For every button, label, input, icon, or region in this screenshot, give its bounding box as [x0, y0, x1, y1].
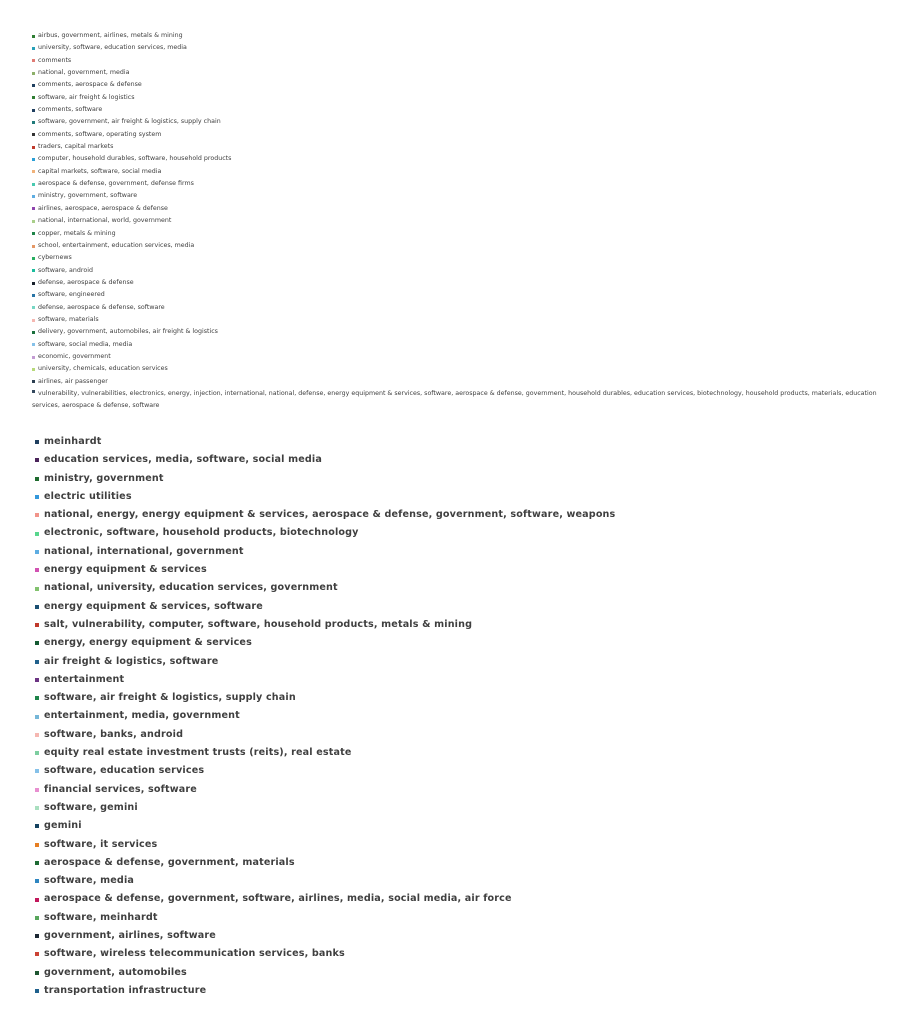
legend-bottom-entry: [35, 817, 885, 835]
legend-label: entertainment, media, government: [44, 710, 240, 722]
legend-swatch: [35, 934, 39, 938]
legend-label: government, airlines, software: [44, 930, 216, 942]
legend-swatch: [32, 59, 35, 62]
legend-label: software, air freight & logistics, supply chain: [44, 692, 296, 704]
legend-swatch: [35, 989, 39, 993]
legend-label: software, meinhardt: [44, 911, 158, 923]
legend-top-entry: [32, 215, 898, 227]
legend-swatch: [35, 550, 39, 554]
legend-label: air freight & logistics, software: [44, 655, 219, 667]
legend-label: economic, government: [38, 352, 111, 360]
legend-label: national, energy, energy equipment & services, aerospace & defense, government, software, weapons: [44, 509, 616, 521]
legend-bottom-entry: [35, 854, 885, 872]
legend-top-entry: [32, 30, 898, 42]
legend-swatch: [35, 440, 39, 444]
legend-swatch: [35, 477, 39, 481]
legend-bottom-entry: [35, 781, 885, 799]
legend-label: financial services, software: [44, 783, 197, 795]
legend-swatch: [32, 257, 35, 260]
legend-label: school, entertainment, education services, media: [38, 241, 195, 249]
legend-label: equity real estate investment trusts (reits), real estate: [44, 747, 352, 759]
legend-swatch: [32, 269, 35, 272]
legend-label: entertainment: [44, 673, 125, 685]
legend-top-entry: [32, 116, 898, 128]
legend-top-entry: [32, 67, 898, 79]
legend-swatch: [32, 207, 35, 210]
legend-bottom-entry: [35, 561, 885, 579]
legend-swatch: [32, 306, 35, 309]
legend-swatch: [35, 879, 39, 883]
legend-top-entry: [32, 388, 898, 413]
legend-label: university, software, education services, media: [38, 44, 187, 52]
legend-swatch: [35, 733, 39, 737]
legend-label: delivery, government, automobiles, air freight & logistics: [38, 328, 218, 336]
legend-top-entry: [32, 326, 898, 338]
legend-bottom-entry: [35, 890, 885, 908]
legend-label: software, banks, android: [44, 728, 184, 740]
legend-top-entry: [32, 178, 898, 190]
legend-swatch: [32, 195, 35, 198]
legend-label: airlines, aerospace, aerospace & defense: [38, 204, 168, 212]
legend-top-entry: [32, 55, 898, 67]
legend-label: airbus, government, airlines, metals & mining: [38, 32, 183, 39]
legend-swatch: [32, 331, 35, 334]
legend-label: national, international, world, government: [38, 217, 172, 225]
legend-top-entry: [32, 190, 898, 202]
legend-swatch: [35, 532, 39, 536]
legend-swatch: [32, 380, 35, 383]
legend-top-entry: [32, 42, 898, 54]
legend-swatch: [32, 121, 35, 124]
legend-top-entry: [32, 228, 898, 240]
legend-label: electronic, software, household products, biotechnology: [44, 527, 359, 539]
legend-label: software, it services: [44, 838, 158, 850]
legend-bottom-entry: [35, 945, 885, 963]
legend-swatch: [32, 84, 35, 87]
legend-top-entry: [32, 141, 898, 153]
legend-label: software, media: [44, 875, 135, 887]
legend-swatch: [32, 47, 35, 50]
legend-top-entry: [32, 79, 898, 91]
legend-swatch: [32, 72, 35, 75]
legend-bottom-entry: [35, 616, 885, 634]
legend-label: salt, vulnerability, computer, software, household products, metals & mining: [44, 618, 473, 630]
legend-swatch: [35, 751, 39, 755]
legend-swatch: [35, 458, 39, 462]
legend-top-entry: [32, 376, 898, 388]
legend-label: energy, energy equipment & services: [44, 637, 252, 649]
legend-top: [32, 30, 898, 413]
legend-label: defense, aerospace & defense, software: [38, 303, 165, 311]
legend-swatch: [35, 513, 39, 517]
legend-bottom-entry: [35, 726, 885, 744]
legend-label: software, engineered: [38, 291, 105, 299]
legend-swatch: [35, 898, 39, 902]
legend-label: software, education services: [44, 765, 205, 777]
legend-swatch: [35, 861, 39, 865]
legend-top-entry: [32, 129, 898, 141]
legend-swatch: [32, 146, 35, 149]
legend-top-entry: [32, 104, 898, 116]
legend-label: aerospace & defense, government, materials: [44, 856, 295, 868]
legend-bottom-entry: [35, 909, 885, 927]
legend-bottom-entry: [35, 470, 885, 488]
legend-top-entry: [32, 92, 898, 104]
legend-swatch: [35, 952, 39, 956]
legend-top-entry: [32, 240, 898, 252]
legend-swatch: [35, 678, 39, 682]
legend-swatch: [32, 96, 35, 99]
legend-label: gemini: [44, 820, 82, 832]
legend-top-entry: [32, 252, 898, 264]
legend-bottom-entry: [35, 433, 885, 451]
legend-label: transportation infrastructure: [44, 984, 207, 996]
legend-label: software, government, air freight & logistics, supply chain: [38, 118, 221, 126]
legend-top-entry: [32, 289, 898, 301]
legend-bottom-entry: [35, 524, 885, 542]
legend-bottom: [35, 433, 885, 1000]
legend-swatch: [32, 183, 35, 186]
legend-label: university, chemicals, education services: [38, 365, 168, 373]
legend-bottom-entry: [35, 543, 885, 561]
legend-swatch: [32, 245, 35, 248]
legend-swatch: [35, 641, 39, 645]
legend-bottom-entry: [35, 579, 885, 597]
legend-label: comments, software: [38, 106, 103, 114]
legend-bottom-entry: [35, 634, 885, 652]
legend-bottom-entry: [35, 799, 885, 817]
legend-label: vulnerability, vulnerabilities, electronics, energy, injection, international, national, defense, energy equipment & services, software, aerospace & defense, government, household durables, education services, biotechnology, household products, materials, education services, aerospace & defense, software: [32, 389, 877, 410]
legend-swatch: [32, 158, 35, 161]
legend-top-entry: [32, 363, 898, 375]
legend-top-entry: [32, 277, 898, 289]
legend-label: copper, metals & mining: [38, 229, 116, 237]
legend-label: national, international, government: [44, 545, 244, 557]
legend-swatch: [35, 824, 39, 828]
legend-label: software, social media, media: [38, 340, 133, 348]
legend-top-entry: [32, 265, 898, 277]
legend-bottom-entry: [35, 451, 885, 469]
legend-swatch: [35, 843, 39, 847]
legend-top-entry: [32, 351, 898, 363]
legend-swatch: [35, 715, 39, 719]
legend-swatch: [35, 696, 39, 700]
legend-swatch: [32, 343, 35, 346]
legend-swatch: [35, 660, 39, 664]
legend-bottom-entry: [35, 598, 885, 616]
legend-top-entry: [32, 302, 898, 314]
legend-label: software, wireless telecommunication services, banks: [44, 948, 345, 960]
legend-label: energy equipment & services, software: [44, 600, 263, 612]
legend-swatch: [32, 294, 35, 297]
legend-label: comments, software, operating system: [38, 130, 162, 138]
legend-label: education services, media, software, social media: [44, 454, 322, 466]
legend-top-entry: [32, 203, 898, 215]
legend-label: comments, aerospace & defense: [38, 81, 142, 89]
legend-bottom-entry: [35, 982, 885, 1000]
legend-label: energy equipment & services: [44, 564, 207, 576]
legend-label: national, government, media: [38, 69, 130, 77]
legend-label: meinhardt: [44, 436, 102, 447]
legend-swatch: [35, 769, 39, 773]
legend-top-entry: [32, 153, 898, 165]
legend-bottom-entry: [35, 506, 885, 524]
legend-swatch: [35, 587, 39, 591]
legend-label: defense, aerospace & defense: [38, 278, 134, 286]
legend-label: computer, household durables, software, household products: [38, 155, 232, 163]
legend-bottom-entry: [35, 762, 885, 780]
legend-label: electric utilities: [44, 490, 132, 502]
legend-label: government, automobiles: [44, 966, 187, 978]
legend-swatch: [32, 319, 35, 322]
legend-label: capital markets, software, social media: [38, 167, 162, 175]
legend-top-entry: [32, 166, 898, 178]
legend-swatch: [35, 806, 39, 810]
legend-swatch: [35, 971, 39, 975]
legend-swatch: [32, 133, 35, 136]
legend-label: ministry, government, software: [38, 192, 138, 200]
legend-swatch: [32, 109, 35, 112]
legend-label: traders, capital markets: [38, 143, 114, 151]
legend-top-entry: [32, 339, 898, 351]
legend-bottom-entry: [35, 707, 885, 725]
legend-label: national, university, education services, government: [44, 582, 338, 594]
legend-label: comments: [38, 56, 72, 64]
legend-swatch: [32, 390, 35, 393]
legend-bottom-entry: [35, 488, 885, 506]
legend-label: software, android: [38, 266, 93, 274]
legend-swatch: [35, 916, 39, 920]
legend-swatch: [32, 220, 35, 223]
legend-swatch: [35, 623, 39, 627]
legend-swatch: [35, 605, 39, 609]
legend-swatch: [35, 788, 39, 792]
legend-label: aerospace & defense, government, software, airlines, media, social media, air force: [44, 893, 512, 905]
legend-bottom-entry: [35, 872, 885, 890]
legend-swatch: [35, 568, 39, 572]
legend-label: airlines, air passenger: [38, 377, 108, 385]
legend-bottom-entry: [35, 744, 885, 762]
legend-bottom-entry: [35, 927, 885, 945]
legend-top-entry: [32, 314, 898, 326]
legend-bottom-entry: [35, 653, 885, 671]
legend-swatch: [32, 35, 35, 38]
legend-label: software, air freight & logistics: [38, 93, 135, 101]
legend-label: software, materials: [38, 315, 99, 323]
legend-swatch: [32, 232, 35, 235]
legend-swatch: [35, 495, 39, 499]
legend-label: software, gemini: [44, 801, 138, 813]
legend-bottom-entry: [35, 671, 885, 689]
legend-label: aerospace & defense, government, defense firms: [38, 180, 194, 188]
legend-label: cybernews: [38, 254, 72, 262]
legend-swatch: [32, 356, 35, 359]
legend-label: ministry, government: [44, 472, 164, 484]
legend-swatch: [32, 368, 35, 371]
legend-bottom-entry: [35, 964, 885, 982]
legend-swatch: [32, 282, 35, 285]
legend-bottom-entry: [35, 836, 885, 854]
legend-swatch: [32, 170, 35, 173]
legend-bottom-entry: [35, 689, 885, 707]
